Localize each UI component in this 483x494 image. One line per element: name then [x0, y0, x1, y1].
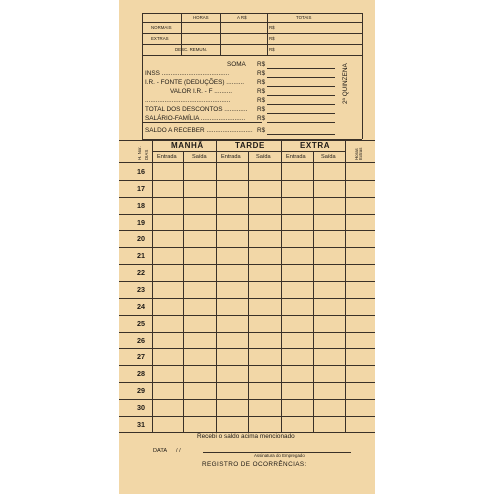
summary-line-ir-fonte: I.R. - FONTE (DEDUÇÕES) .......... — [145, 79, 245, 86]
summary-line-total-descontos: TOTAL DOS DESCONTOS ............. — [145, 106, 248, 113]
row-divider — [119, 348, 375, 349]
summary-currency: R$ — [257, 79, 266, 86]
day-number: 29 — [137, 386, 145, 396]
day-number: 27 — [137, 352, 145, 362]
day-number: 23 — [137, 284, 145, 294]
row-divider — [119, 180, 375, 181]
row-label-extras: EXTRAS — [151, 36, 169, 41]
summary-currency: R$ — [257, 61, 266, 68]
group-header-extra: EXTRA — [300, 141, 331, 150]
day-header-hnor: H. Nor. — [137, 146, 142, 160]
summary-currency: R$ — [257, 115, 266, 122]
row-divider — [119, 332, 375, 333]
day-number: 30 — [137, 402, 145, 412]
quinzena-side-label: 2ª QUINZENA — [342, 63, 349, 104]
subheader-saida: Saída — [321, 154, 336, 160]
extra-hours-column-header: Horas Extras — [354, 147, 364, 160]
subheader-entrada: Entrada — [286, 154, 306, 160]
summary-currency: R$ — [257, 97, 266, 104]
row-divider — [119, 214, 375, 215]
summary-currency: R$ — [257, 88, 266, 95]
row-divider — [119, 197, 375, 198]
summary-line-saldo-receber: SALDO A RECEBER .......................... — [145, 127, 253, 134]
row-divider — [119, 264, 375, 265]
subheader-entrada: Entrada — [221, 154, 241, 160]
row-divider — [119, 247, 375, 248]
row-divider — [119, 281, 375, 282]
row-currency: R$ — [269, 36, 275, 41]
subheader-saida: Saída — [192, 154, 207, 160]
day-number: 17 — [137, 183, 145, 193]
signature-caption: Assinatura do Empregado — [254, 453, 305, 458]
row-divider — [119, 230, 375, 231]
header-totais: TOTAIS — [296, 15, 312, 20]
receipt-text: Recebi o saldo acima mencionado — [197, 433, 295, 440]
group-header-manha: MANHÃ — [171, 141, 204, 150]
row-divider — [119, 399, 375, 400]
row-label-desc-remun: DESC. REMUN. — [175, 47, 207, 52]
summary-currency: R$ — [257, 106, 266, 113]
time-card — [119, 0, 375, 494]
row-divider — [119, 298, 375, 299]
date-slashes: / / — [176, 448, 181, 454]
row-label-normais: NORMAIS — [151, 25, 172, 30]
header-horas: HORAS — [193, 15, 209, 20]
day-number: 26 — [137, 335, 145, 345]
day-number: 31 — [137, 419, 145, 429]
header-a-rs: A R$ — [237, 15, 247, 20]
summary-currency: R$ — [257, 70, 266, 77]
summary-line-salario-familia: SALÁRIO-FAMÍLIA ......................... — [145, 115, 246, 122]
subheader-entrada: Entrada — [157, 154, 177, 160]
summary-line-inss: INSS ...................................... — [145, 70, 230, 77]
registro-ocorrencias-label: REGISTRO DE OCORRÊNCIAS: — [202, 461, 307, 468]
day-number: 20 — [137, 234, 145, 244]
subheader-saida: Saída — [256, 154, 271, 160]
row-currency: R$ — [269, 47, 275, 52]
row-divider — [119, 416, 375, 417]
day-number: 21 — [137, 251, 145, 261]
day-number: 28 — [137, 369, 145, 379]
day-number: 24 — [137, 301, 145, 311]
summary-line-blank: ................................................ — [145, 97, 231, 104]
row-divider — [119, 315, 375, 316]
day-number: 22 — [137, 268, 145, 278]
day-number: 16 — [137, 167, 145, 176]
summary-line-valor-ir: VALOR I.R. - F .......... — [170, 88, 233, 95]
row-currency: R$ — [269, 25, 275, 30]
day-number: 19 — [137, 217, 145, 227]
soma-label: SOMA — [227, 61, 246, 68]
day-number: 18 — [137, 200, 145, 210]
group-header-tarde: TARDE — [235, 141, 265, 150]
row-divider — [119, 365, 375, 366]
summary-currency: R$ — [257, 127, 266, 134]
date-label: DATA — [153, 448, 168, 454]
row-divider — [119, 382, 375, 383]
day-number: 25 — [137, 318, 145, 328]
day-header-dias: DIAS — [144, 149, 149, 160]
